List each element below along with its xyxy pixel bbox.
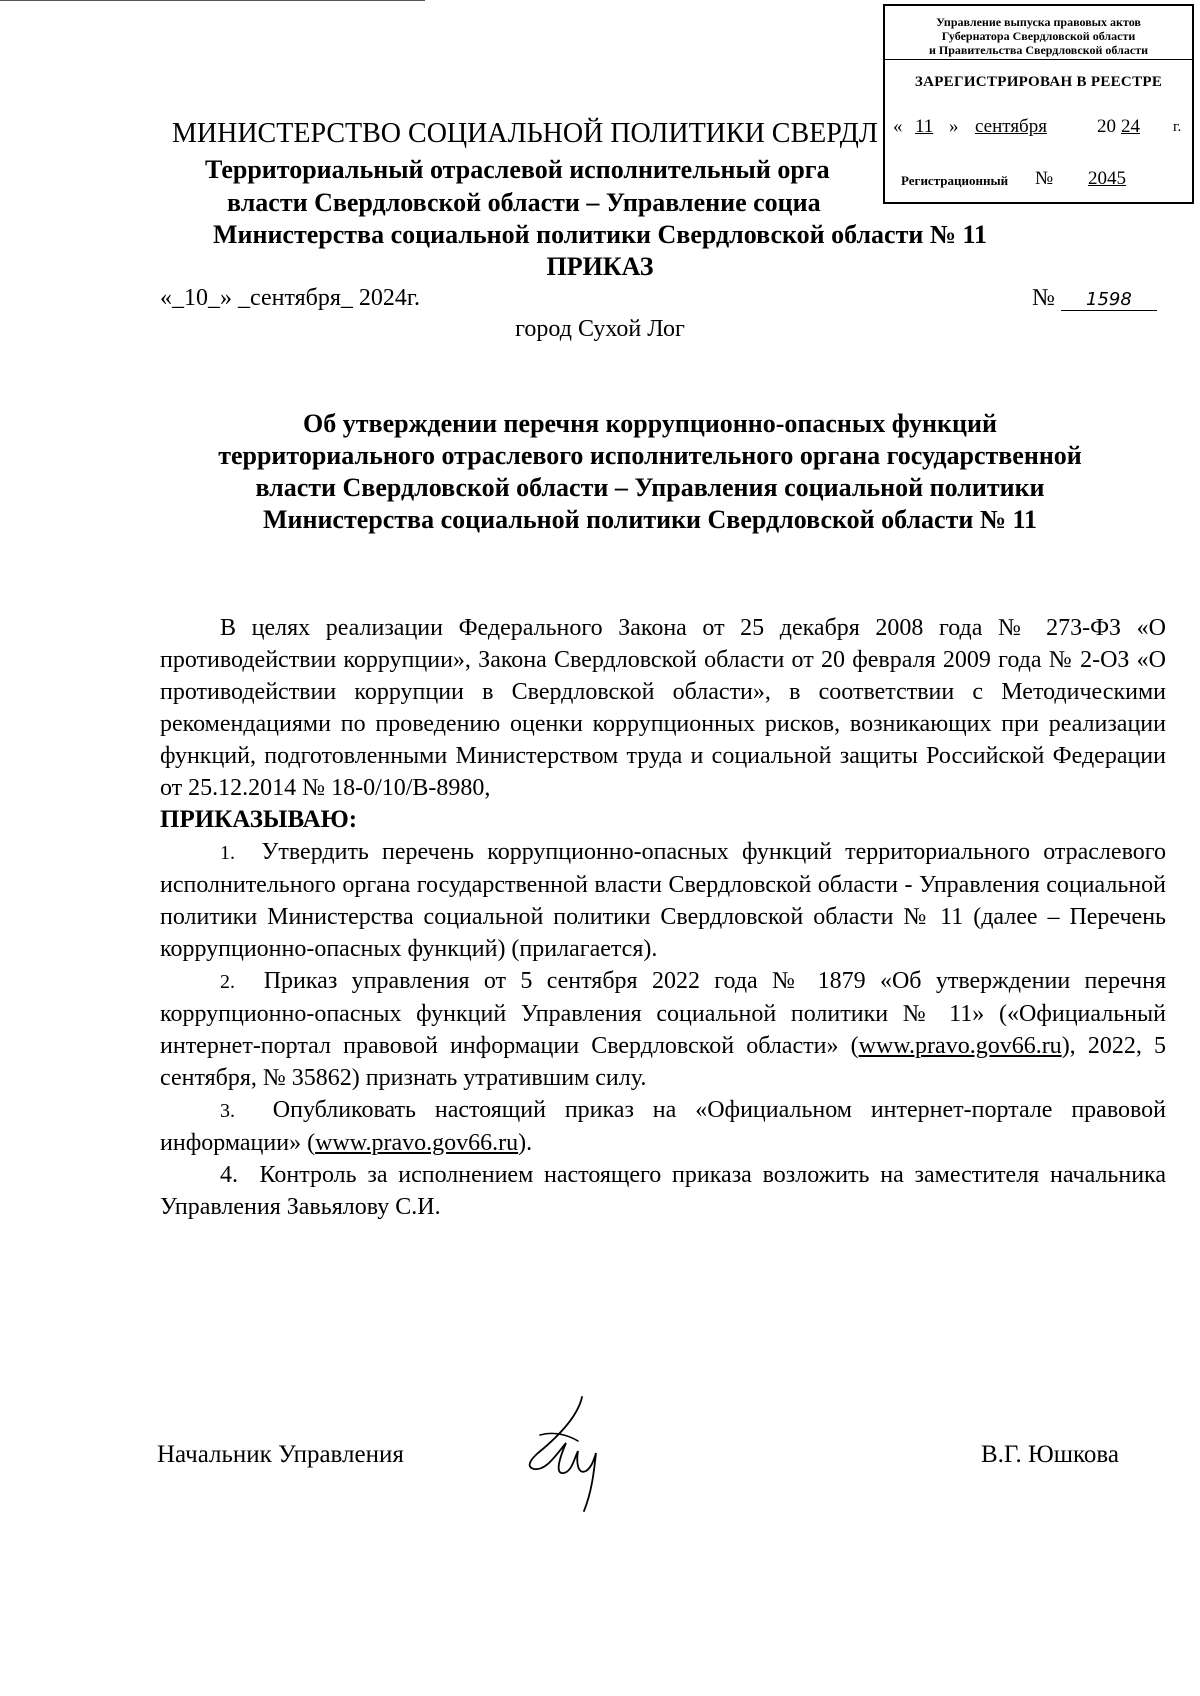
stamp-reg-label: Регистрационный (901, 173, 1009, 188)
stamp-year-unit: г. (1173, 119, 1182, 135)
top-border-line (0, 0, 425, 1)
stamp-org-line-3: и Правительства Свердловской области (929, 43, 1148, 57)
order-title (150, 408, 1150, 536)
item-2-text-b: ), 2022, 5 сентября, № 35862) признать утратившим силу. (160, 1033, 1167, 1091)
document-type: ПРИКАЗ (546, 252, 654, 281)
stamp-date-close-quote: » (949, 116, 959, 137)
agency-heading-line-3: Министерства социальной политики Свердловской области № 11 (212, 220, 988, 249)
item-3-link[interactable]: www.pravo.gov66.ru (315, 1130, 519, 1156)
title-line-3: власти Свердловской области – Управления социальной политики (255, 473, 1045, 502)
order-item-3 (160, 1094, 1166, 1159)
title-line-1: Об утверждении перечня коррупционно-опасных функций (303, 409, 997, 438)
order-number (1032, 285, 1157, 312)
stamp-registered-label: ЗАРЕГИСТРИРОВАН В РЕЕСТРЕ (914, 74, 1163, 90)
order-word: ПРИКАЗЫВАЮ: (160, 806, 358, 833)
item-1-text: Утвердить перечень коррупционно-опасных функций территориального отраслевого исполнительного органа государственной власти Свердловской области - Управления социальной политики Министерства социальной политики Свердловской области № 11 (далее – Перечень коррупционно-опасных функций) (прилагается). (160, 839, 1166, 962)
agency-heading-line-2: власти Свердловской области – Управление социа (227, 188, 821, 217)
stamp-number-sign: № (1035, 168, 1054, 189)
item-2-link[interactable]: www.pravo.gov66.ru (858, 1033, 1062, 1059)
item-3-text-a: Опубликовать настоящий приказ на «Официальном интернет-портале правовой информации» ( (160, 1097, 1167, 1156)
item-1-number: 1. (220, 842, 235, 864)
stamp-date-open-quote: « (893, 116, 903, 137)
stamp-organization (885, 6, 1192, 60)
item-2-number: 2. (220, 971, 235, 993)
item-4-text: Контроль за исполнением настоящего приказа возложить на заместителя начальника Управления Завьялову С.И. (160, 1162, 1167, 1220)
order-number-handwritten: 1598 (1061, 289, 1157, 311)
item-3-number: 3. (220, 1100, 235, 1122)
title-line-4: Министерства социальной политики Свердловской области № 11 (262, 505, 1038, 534)
order-body (160, 612, 1166, 1223)
stamp-org-line-1: Управление выпуска правовых актов (936, 15, 1141, 29)
signatory-title: Начальник Управления (157, 1441, 404, 1468)
stamp-year-prefix: 20 (1097, 116, 1116, 137)
preamble-paragraph: В целях реализации Федерального Закона от 25 декабря 2008 года № 273-ФЗ «О противодействии коррупции», Закона Свердловской области от 20 февраля 2009 года № 2-ОЗ «О противодействии коррупции в Свердловской области», в соответствии с Методическими рекомендациями по проведению оценки коррупционных рисков, возникающих при реализации функций, подготовленными Министерством труда и социальной защиты Российской Федерации от 25.12.2014 № 18-0/10/В-8980, (160, 615, 1166, 801)
stamp-reg-number: 2045 (1088, 168, 1126, 189)
order-item-2 (160, 965, 1166, 1094)
stamp-year-suffix: 24 (1121, 116, 1140, 137)
item-3-text-b: ). (518, 1130, 533, 1156)
order-item-4 (160, 1159, 1166, 1223)
title-line-2: территориального отраслевого исполнительного органа государственной (218, 441, 1082, 470)
stamp-month: сентября (975, 116, 1047, 137)
signatory-name: В.Г. Юшкова (981, 1441, 1119, 1468)
item-4-number: 4. (220, 1162, 238, 1188)
ministry-heading: МИНИСТЕРСТВО СОЦИАЛЬНОЙ ПОЛИТИКИ СВЕРДЛ (172, 118, 878, 149)
item-2-text-a: Приказ управления от 5 сентября 2022 года № 1879 «Об утверждении перечня коррупционно-опасных функций Управления социальной политики № 11» («Официальный интернет-портал правовой информации Свердловской области» ( (160, 968, 1167, 1059)
order-number-sign: № (1032, 285, 1055, 311)
order-item-1 (160, 836, 1166, 965)
order-date: «_10_» _сентября_ 2024г. (160, 285, 421, 311)
stamp-org-line-2: Губернатора Свердловской области (941, 29, 1136, 43)
agency-heading-line-1: Территориальный отраслевой исполнительный орга (205, 155, 830, 184)
city-line: город Сухой Лог (515, 316, 685, 342)
handwritten-signature-icon (520, 1395, 610, 1515)
stamp-day: 11 (915, 116, 934, 137)
registry-stamp (883, 4, 1194, 204)
